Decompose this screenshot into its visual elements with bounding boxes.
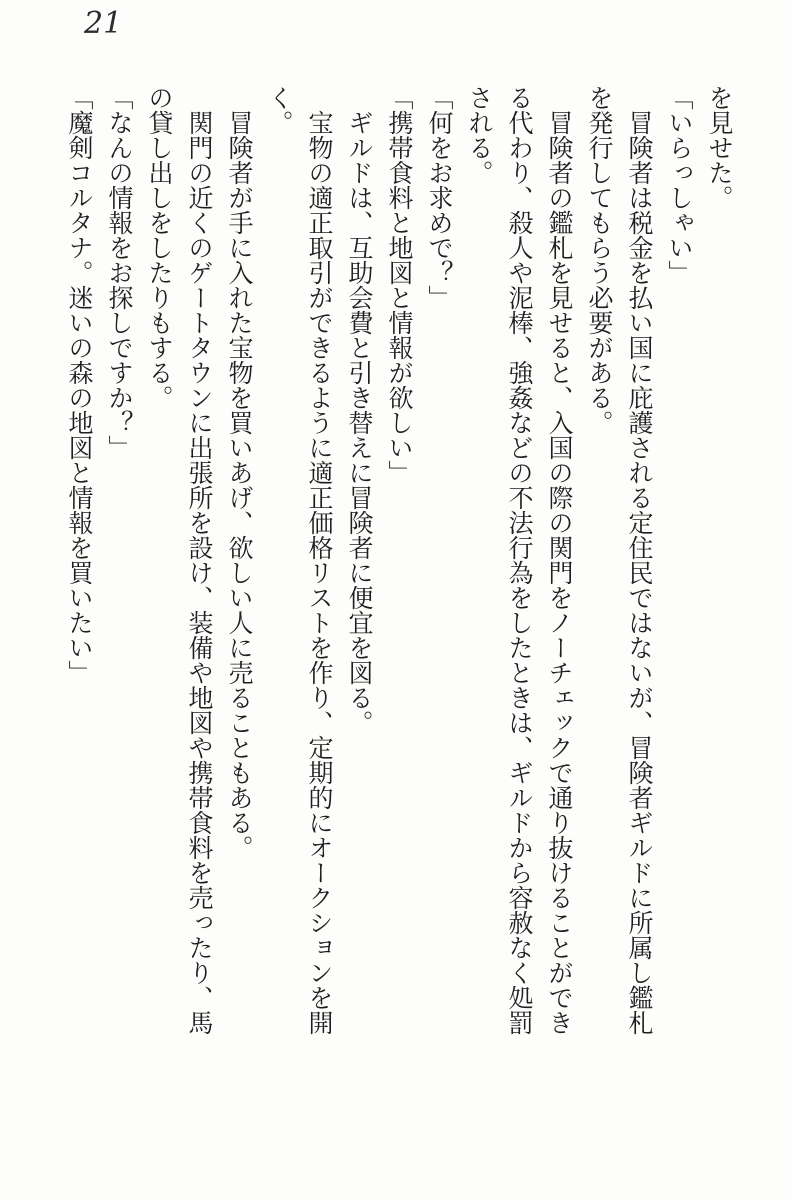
dialogue-line-rations-map-info: 「携帯食料と地図と情報が欲しい」: [385, 85, 414, 485]
narration-paragraph-guild-plate: 冒険者は税金を払い国に庇護される定住民ではないが、冒険者ギルドに所属し鑑札を発行してもらう必要がある。: [585, 85, 654, 1035]
narration-paragraph-buy-treasure: 冒険者が手に入れた宝物を買いあげ、欲しい人に売ることもある。: [225, 85, 254, 860]
narration-paragraph-gate-check: 冒険者の鑑札を見せると、入国の際の関門をノーチェックで通り抜けることができる代わり、殺人や泥棒、強姦などの不法行為をしたときは、ギルドから容赦なく処罰される。: [465, 85, 574, 1035]
dialogue-line-what-do-you-seek: 「何をお求めで？」: [425, 85, 454, 310]
dialogue-line-what-info: 「なんの情報をお探しですか？」: [105, 85, 134, 460]
vertical-text-block: [57, 85, 739, 1037]
page-number: 21: [84, 6, 123, 41]
narration-paragraph-continuation: を見せた。: [705, 85, 734, 210]
dialogue-line-irasshai: 「いらっしゃい」: [665, 85, 694, 285]
dialogue-line-cortana: 「魔剣コルタナ。迷いの森の地図と情報を買いたい」: [65, 85, 94, 685]
narration-paragraph-price-list: 宝物の適正取引ができるように適正価格リストを作り、定期的にオークションを開く。: [265, 85, 334, 1035]
narration-paragraph-guild-mutual: ギルドは、互助会費と引き替えに冒険者に便宜を図る。: [345, 85, 374, 735]
narration-paragraph-gate-town: 関門の近くのゲートタウンに出張所を設け、装備や地図や携帯食料を売ったり、馬の貸し出しをしたりもする。: [145, 85, 214, 1035]
